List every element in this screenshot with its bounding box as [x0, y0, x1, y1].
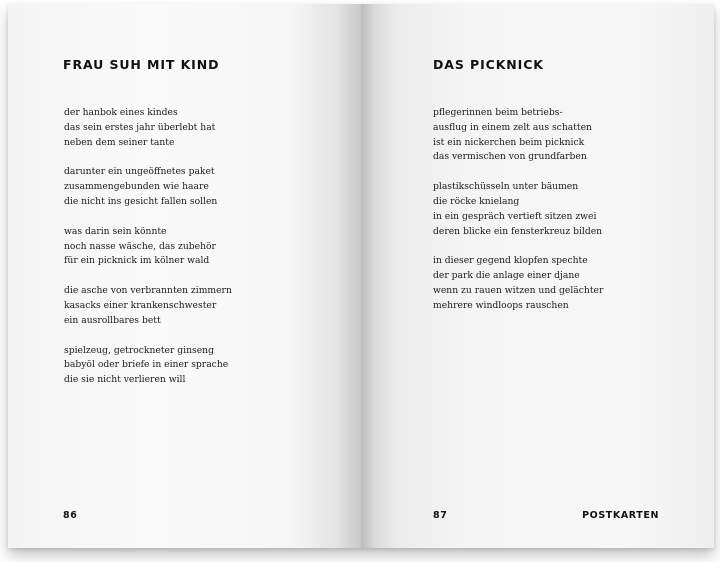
poem-line: die asche von verbrannten zimmern: [64, 285, 232, 297]
poem-line: in dieser gegend klopfen spechte: [433, 255, 588, 267]
poem-line: deren blicke ein fensterkreuz bilden: [433, 225, 603, 237]
stanza: [64, 165, 232, 209]
stanza: [64, 284, 232, 328]
poem-line: plastikschüsseln unter bäumen: [433, 181, 579, 193]
open-book: [8, 4, 714, 548]
running-head: POSTKARTEN: [582, 510, 659, 521]
stanza: [64, 106, 232, 150]
left-page: [8, 4, 361, 548]
stanza: [64, 344, 232, 388]
page-number: 87: [433, 510, 448, 521]
poem-line: das vermischen von grundfarben: [433, 151, 587, 163]
poem-line: kasacks einer krankenschwester: [64, 299, 217, 311]
stanza: [433, 180, 603, 239]
poem-title: DAS PICKNICK: [433, 57, 544, 72]
poem-line: spielzeug, getrockneter ginseng: [64, 344, 214, 356]
poem-line: für ein picknick im kölner wald: [64, 255, 210, 267]
poem-line: darunter ein ungeöffnetes paket: [64, 166, 215, 178]
poem-line: die nicht ins gesicht fallen sollen: [64, 195, 218, 207]
page-number: 86: [63, 510, 78, 521]
poem-body: [433, 106, 603, 329]
poem-line: noch nasse wäsche, das zubehör: [64, 240, 216, 252]
poem-line: ist ein nickerchen beim picknick: [433, 136, 585, 148]
stanza: [433, 106, 603, 165]
poem-line: neben dem seiner tante: [64, 136, 175, 148]
poem-line: wenn zu rauen witzen und gelächter: [433, 284, 604, 296]
poem-line: mehrere windloops rauschen: [433, 299, 569, 311]
poem-line: babyöl oder briefe in einer sprache: [64, 359, 229, 371]
poem-line: zusammengebunden wie haare: [64, 181, 209, 193]
poem-body: [64, 106, 232, 403]
stanza: [64, 225, 232, 269]
poem-line: die sie nicht verlieren will: [64, 374, 186, 386]
poem-line: das sein erstes jahr überlebt hat: [64, 121, 216, 133]
poem-line: ein ausrollbares bett: [64, 314, 161, 326]
poem-line: der hanbok eines kindes: [64, 107, 178, 118]
right-page: [361, 4, 714, 548]
poem-line: ausflug in einem zelt aus schatten: [433, 121, 592, 133]
poem-line: die röcke knielang: [433, 195, 520, 207]
poem-line: der park die anlage einer djane: [433, 270, 580, 282]
stanza: [433, 254, 603, 313]
poem-line: pflegerinnen beim betriebs-: [433, 107, 563, 118]
poem-line: in ein gespräch vertieft sitzen zwei: [433, 210, 597, 222]
poem-line: was darin sein könnte: [64, 225, 167, 237]
poem-title: FRAU SUH MIT KIND: [63, 57, 220, 72]
